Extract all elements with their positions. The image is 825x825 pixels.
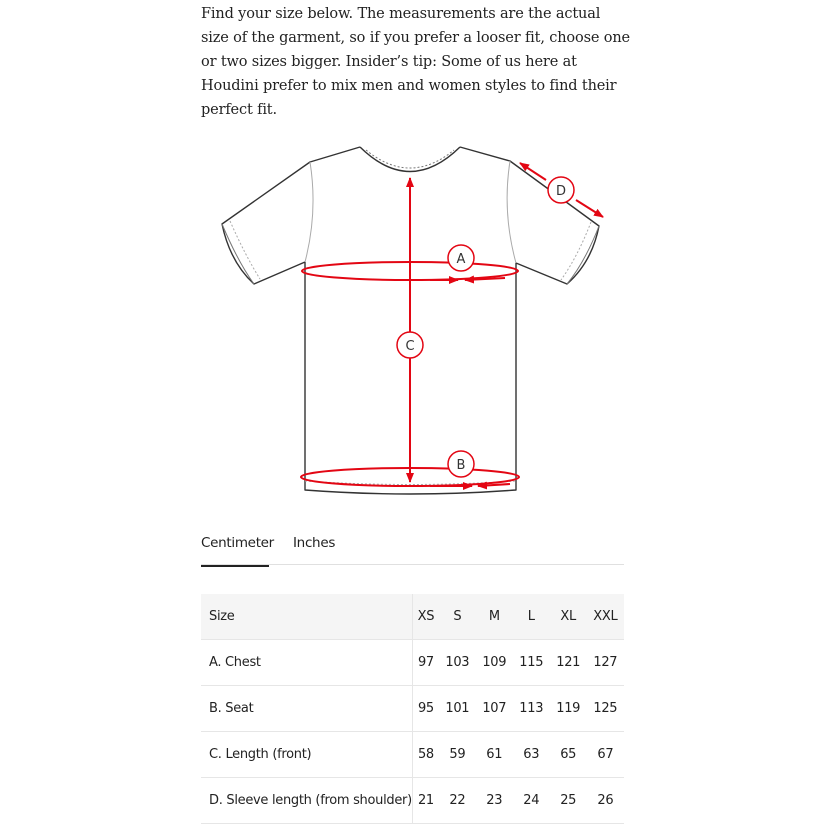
table-row (201, 640, 624, 686)
cell-value: 115 (513, 640, 550, 686)
size-header-xl: XL (550, 594, 587, 640)
svg-text:A: A (456, 252, 466, 267)
cell-value: 61 (476, 732, 513, 778)
cell-value: 63 (513, 732, 550, 778)
cell-value: 21 (413, 778, 439, 824)
marker-a (448, 245, 474, 271)
size-header-label: Size (201, 594, 413, 640)
cell-value: 109 (476, 640, 513, 686)
marker-d (548, 177, 574, 203)
size-header-l: L (513, 594, 550, 640)
marker-c (397, 332, 423, 358)
cell-value: 121 (550, 640, 587, 686)
size-table (201, 594, 624, 824)
tab-centimeter[interactable]: Centimeter (201, 535, 274, 561)
size-header-xxl: XXL (587, 594, 624, 640)
cell-value: 95 (413, 686, 439, 732)
svg-text:D: D (555, 184, 567, 199)
marker-b (448, 451, 474, 477)
cell-value: 22 (439, 778, 476, 824)
row-label: B. Seat (201, 686, 413, 732)
size-header-s: S (439, 594, 476, 640)
intro-text: Find your size below. The measurements are the actual size of the garment, so if you prefer a looser fit, choose one or two sizes bigger. Insider’s tip: Some of us here at Houdini prefer to mix men and women styles to find their perfect fit. (201, 6, 630, 118)
cell-value: 25 (550, 778, 587, 824)
cell-value: 23 (476, 778, 513, 824)
cell-value: 107 (476, 686, 513, 732)
cell-value: 67 (587, 732, 624, 778)
cell-value: 113 (513, 686, 550, 732)
svg-text:C: C (405, 339, 415, 354)
cell-value: 103 (439, 640, 476, 686)
svg-text:B: B (456, 458, 466, 473)
cell-value: 101 (439, 686, 476, 732)
unit-tabs (201, 530, 624, 565)
cell-value: 26 (587, 778, 624, 824)
tab-inches[interactable]: Inches (293, 535, 336, 551)
row-label: A. Chest (201, 640, 413, 686)
cell-value: 125 (587, 686, 624, 732)
cell-value: 59 (439, 732, 476, 778)
table-row (201, 686, 624, 732)
cell-value: 119 (550, 686, 587, 732)
size-header-xs: XS (413, 594, 439, 640)
row-label: C. Length (front) (201, 732, 413, 778)
cell-value: 65 (550, 732, 587, 778)
cell-value: 97 (413, 640, 439, 686)
table-row (201, 732, 624, 778)
size-header-row (201, 594, 624, 640)
cell-value: 58 (413, 732, 439, 778)
cell-value: 127 (587, 640, 624, 686)
cell-value: 24 (513, 778, 550, 824)
table-row (201, 778, 624, 824)
row-label: D. Sleeve length (from shoulder) (201, 778, 413, 824)
size-header-m: M (476, 594, 513, 640)
